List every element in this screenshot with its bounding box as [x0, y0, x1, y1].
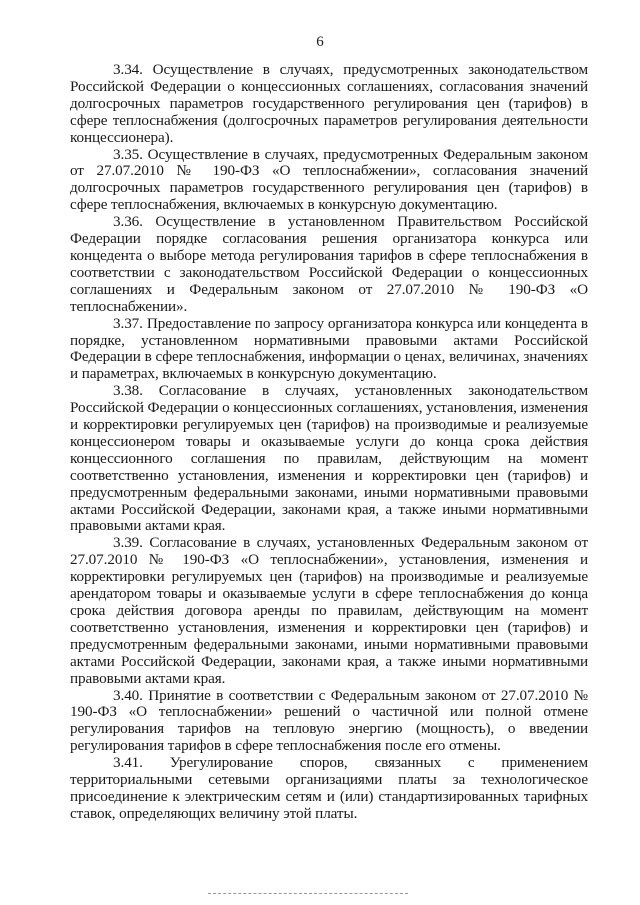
paragraph-3-36: 3.36. Осуществление в установленном Правительством Российской Федерации порядке согласования решения организатора конкурса или концедента о выборе метода регулирования тарифов в сфере теплоснабжения в соответствии с законодательством Российской Федерации о концессионных соглашениях и Федеральным законом от 27.07.2010 № 190-ФЗ «О теплоснабжении». [70, 213, 588, 315]
paragraph-3-34: 3.34. Осуществление в случаях, предусмотренных законодательством Российской Федерации о концессионных соглашениях, согласования значений долгосрочных параметров государственного регулирования цен (тарифов) в сфере теплоснабжения (долгосрочных параметров регулирования деятельности концессионера). [70, 61, 588, 146]
scan-artifact-line [208, 893, 408, 894]
paragraph-3-41: 3.41. Урегулирование споров, связанных с применением территориальными сетевыми организациями платы за технологическое присоединение к электрическим сетям и (или) стандартизированных тарифных ставок, определяющих величину этой платы. [70, 754, 588, 822]
document-body [70, 62, 588, 823]
page-number: 6 [316, 34, 324, 50]
paragraph-3-37: 3.37. Предоставление по запросу организатора конкурса или концедента в порядке, установленном нормативными правовыми актами Российской Федерации в сфере теплоснабжения, информации о ценах, величинах, значениях и параметрах, включаемых в конкурсную документацию. [70, 314, 588, 383]
paragraph-3-39: 3.39. Согласование в случаях, установленных Федеральным законом от 27.07.2010 № 190-ФЗ «О теплоснабжении», установления, изменения и корректировки регулируемых цен (тарифов) на производимые и реализуемые арендатором товары и оказываемые услуги в сфере теплоснабжения до конца срока действия договора аренды по правилам, действующим на момент соответственно установления, изменения и корректировки цен (тарифов) и предусмотренным федеральными законами, иными нормативными правовыми актами Российской Федерации, законами края, а также иными нормативными правовыми актами края. [70, 534, 588, 687]
paragraph-3-35: 3.35. Осуществление в случаях, предусмотренных Федеральным законом от 27.07.2010 № 190-ФЗ «О теплоснабжении», согласования значений долгосрочных параметров государственного регулирования цен (тарифов) в сфере теплоснабжения, включаемых в конкурсную документацию. [70, 145, 588, 214]
paragraph-3-40: 3.40. Принятие в соответствии с Федеральным законом от 27.07.2010 № 190-ФЗ «О теплоснабжении» решений о частичной или полной отмене регулирования тарифов на тепловую энергию (мощность), о введении регулирования тарифов в сфере теплоснабжения после его отмены. [70, 686, 588, 755]
paragraph-3-38: 3.38. Согласование в случаях, установленных законодательством Российской Федерации о концессионных соглашениях, установления, изменения и корректировки регулируемых цен (тарифов) на производимые и реализуемые концессионером товары и оказываемые услуги до конца срока действия концессионного соглашения по правилам, действующим на момент соответственно установления, изменения и корректировки цен (тарифов) и предусмотренным федеральными законами, иными нормативными правовыми актами Российской Федерации, законами края, а также иными нормативными правовыми актами края. [70, 382, 588, 535]
